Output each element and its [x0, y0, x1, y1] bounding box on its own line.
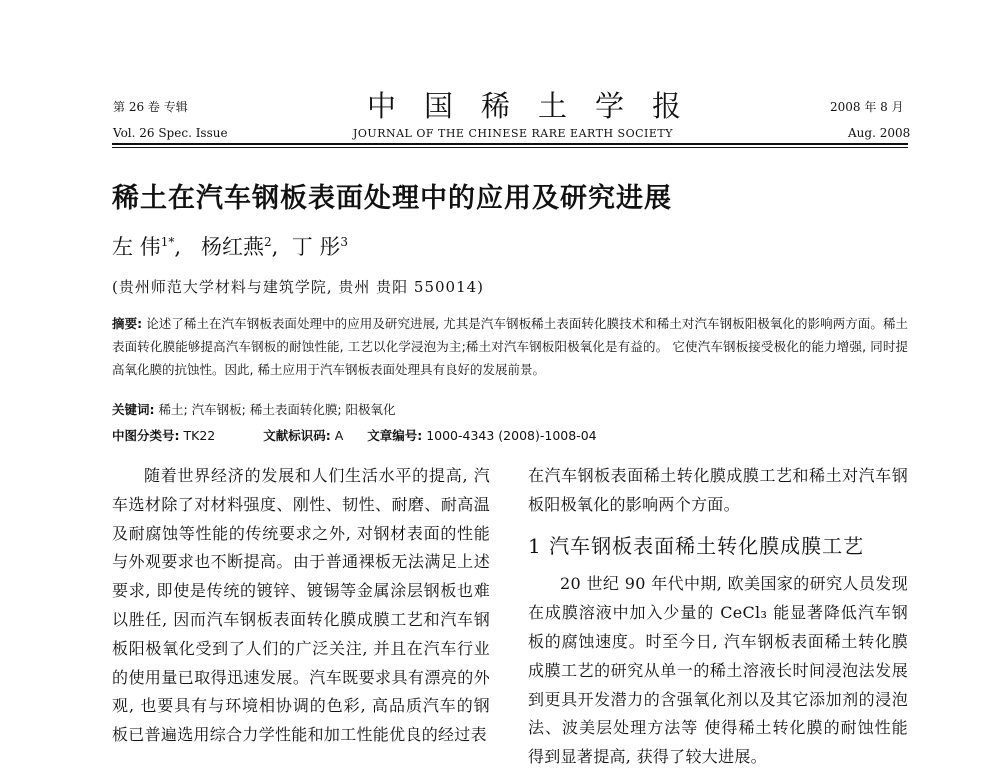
author-name: 杨红燕 — [201, 235, 265, 259]
abstract-text: 论述了稀土在汽车钢板表面处理中的应用及研究进展, 尤其是汽车钢板稀土表面转化膜技术和稀土对汽车钢板阳极氧化的影响两方面。稀土表面转化膜能够提高汽车钢板的耐蚀性能, 工艺以化学浸泡为主;稀土对汽车钢板阳极氧化是有益的。 它使汽车钢板接受极化的能力增强, 同时提高氧化膜的抗蚀性。因此, 稀土应用于汽车钢板表面处理具有良好的发展前景。 — [112, 316, 909, 377]
header-rule-thick — [112, 143, 908, 145]
author-name: 左 伟 — [112, 235, 161, 259]
body-left-column — [112, 462, 490, 750]
article-title: 稀土在汽车钢板表面处理中的应用及研究进展 — [112, 183, 672, 214]
clc-number: TK22 — [183, 428, 216, 443]
affiliation: (贵州师范大学材料与建筑学院, 贵州 贵阳 550014) — [112, 278, 485, 296]
journal-title-en: JOURNAL OF THE CHINESE RARE EARTH SOCIETY — [353, 127, 673, 140]
keywords-line — [112, 400, 396, 418]
volume-issue-cn: 第 26 卷 专辑 — [113, 100, 188, 114]
section-heading: 1 汽车钢板表面稀土转化膜成膜工艺 — [528, 533, 865, 558]
header-rule-thin — [112, 147, 908, 148]
keywords-label: 关键词: — [112, 402, 155, 417]
abstract — [112, 312, 908, 381]
keywords: 稀土; 汽车钢板; 稀土表面转化膜; 阳极氧化 — [158, 402, 396, 417]
issue-date-cn: 2008 年 8 月 — [830, 100, 904, 114]
author-list: 左 伟$^{1*}$, 杨红燕$^2$, 丁 彤$^3$ — [112, 235, 349, 259]
author-affil-mark: 2 — [264, 235, 272, 249]
article-number-label: 文章编号: — [367, 428, 423, 443]
body-paragraph: 20 世纪 90 年代中期, 欧美国家的研究人员发现在成膜溶液中加入少量的 CeCl₃ 能显著降低汽车钢板的腐蚀速度。时至今日, 汽车钢板表面稀土转化膜成膜工艺的研究从单一的稀土溶液长时间浸泡法发展到更具开发潜力的含强氧化剂以及其它添加剂的浸泡法、波美层处理方法等 使得稀土转化膜的耐蚀性能得到显著提高, 获得了较大进展。 — [528, 574, 908, 767]
body-paragraph: 随着世界经济的发展和人们生活水平的提高, 汽车选材除了对材料强度、刚性、韧性、耐磨、耐高温及耐腐蚀等性能的传统要求之外, 对钢材表面的性能与外观要求也不断提高。由于普通裸板无法满足上述要求, 即使是传统的镀锌、镀锡等金属涂层钢板也难以胜任, 因而汽车钢板表面转化膜成膜工艺和汽车钢板阳极氧化受到了人们的广泛关注, 并且在汽车行业的使用量已取得迅速发展。汽车既要求具有漂亮的外观, 也要具有与环境相协调的色彩, 高品质汽车的钢板已普遍选用综合力学性能和加工性能优良的经过表 — [112, 466, 490, 745]
author-affil-mark: 3 — [340, 235, 349, 249]
article-number: 1000-4343 (2008)-1008-04 — [426, 428, 597, 443]
doc-code: A — [334, 428, 344, 443]
doc-code-label: 文献标识码: — [263, 428, 331, 443]
abstract-label: 摘要: — [112, 316, 143, 331]
body-paragraph-continued: 在汽车钢板表面稀土转化膜成膜工艺和稀土对汽车钢板阳极氧化的影响两个方面。 — [528, 466, 908, 514]
author-affil-mark: 1* — [160, 235, 175, 249]
volume-issue-en: Vol. 26 Spec. Issue — [113, 126, 228, 140]
classification-line — [112, 426, 597, 444]
issue-date-en: Aug. 2008 — [848, 126, 911, 140]
author-name: 丁 彤 — [291, 235, 341, 259]
body-right-column — [528, 462, 908, 772]
journal-title-cn: 中国稀土学报 — [367, 89, 710, 123]
clc-label: 中图分类号: — [112, 428, 180, 443]
